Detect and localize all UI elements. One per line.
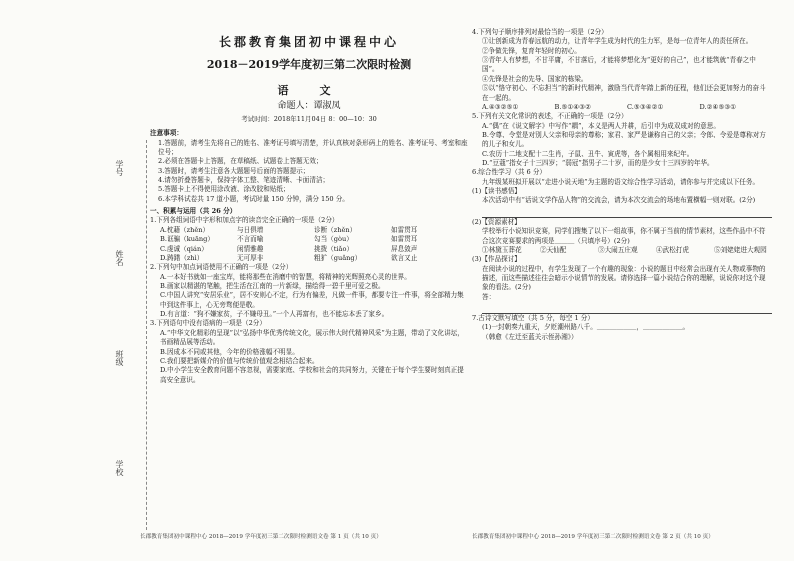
q7-item-1-source: （韩愈《左迁至蓝关示侄孙湘》） [482, 332, 578, 341]
q2-option-d: D.有言道：“狗不嫌家贫，子不嫌母丑。”一个人再富有，也不能忘本丢了家乡。 [160, 310, 389, 319]
q6-part1-title: (1)【读书感悟】 [472, 187, 521, 196]
question-4: 4.下列句子顺序排列对最恰当的一项是（2分） [472, 28, 608, 36]
exam-title: 2018－2019学年度初三第二次限时检测 [206, 58, 412, 72]
q5-option-b: B.令尊、令堂是对别人父亲和母亲的尊称；家君、家严是谦称自己的父亲；令郎、令爱是尊称对方的儿子和女儿。 [482, 130, 766, 149]
q1-option-a: A.枕藉（zhěn） 与日俱增 诊断（zhěn） 如雷贯耳 [160, 225, 418, 234]
setter: 命题人：谭淑凤 [277, 101, 341, 112]
section-heading: 一、积累与运用（共 26 分） [150, 207, 237, 216]
answer-line[interactable] [482, 207, 772, 218]
margin-label-school: 学校 [115, 460, 124, 476]
note-item: 6.本学科试卷共 17 道小题，考试时量 150 分钟，满分 150 分。 [158, 194, 349, 203]
q1-option-b: B.诓骗（kuāng） 不言而喻 勾当（gòu） 如雷贯耳 [160, 235, 418, 244]
q3-option-d: D.中小学生安全教育问题不容忽视，需要家庭、学校和社会的共同努力，关键在于每个学生要时刻真正提高安全意识。 [160, 366, 464, 384]
q6-part2-title: (2)【资源素材】 [472, 217, 521, 226]
q2-option-a: A.一本好书就如一座宝库，能将那些在消磨中的智慧，将精神的光辉照亮心灵的世界。 [160, 272, 411, 281]
q6-part2-options: ①林黛玉葬花 ②天仙配 ③大闹五庄观 ④武松打虎 ⑤刘姥姥进大观园 [482, 245, 767, 254]
q2-option-b: B.画家以精湛的笔触，把生活在江南的一片新绿，描绘得一碧千里可爱之极。 [160, 281, 385, 290]
page-footer-left: 长郡教育集团初中课程中心 2018—2019 学年度初三第二次限时检测语文卷 第 1 页（共 10 页） [140, 534, 382, 541]
note-item: 3.答题时，请考生注意各大题题号后面的答题提示； [158, 166, 310, 175]
page-right [472, 28, 772, 548]
q5-option-a: A.“偶”在《说文解字》中写作“耦”，本义是两人并耕，后引申为成双成对的意思。 [482, 121, 720, 130]
q6-part3-text: 在阅读小说的过程中，有学生发现了一个有趣的现象：小说的题目中经常会出现有关人物或事物的描述，而这些描述往往会暗示小说情节的发展。请你选择一篇小说结合你的理解，说说你对这个现象的看法。(2分) [482, 264, 766, 292]
margin-label-name: 姓名 [115, 250, 124, 266]
q4-line: ⑤以“恪守初心、不忘担当”的新时代精神，激励当代青年踏上新的征程，他们还会更加努力的奋斗在一起的。 [482, 84, 766, 102]
question-3: 3.下列语句中没有语病的一项是（2分） [150, 319, 266, 328]
answer-label: 答： [482, 292, 496, 301]
answer-line[interactable] [482, 303, 772, 314]
question-6: 6.综合性学习（共 6 分） [472, 168, 547, 177]
note-item: 5.答题卡上不得使用涂改液、涂改胶和贴纸； [158, 185, 290, 194]
note-item: 4.请勿折叠答题卡，保持字体工整、笔迹清晰、卡面清洁； [158, 176, 330, 185]
binding-margin [108, 160, 140, 560]
exam-time: 考试时间：2018年11月04日 8：00—10：30 [241, 115, 377, 124]
question-2: 2.下列句中加点词语使用不正确的一项是（2分） [150, 263, 293, 272]
question-5: 5.下列有关文化常识的表述，不正确的一项是（2分） [472, 112, 628, 121]
q3-option-b: B.因成本不同或其他，今年的价格涨幅不明显。 [160, 347, 299, 356]
page-footer-right: 长郡教育集团初中课程中心 2018—2019 学年度初三第二次限时检测语文卷 第 2 页（共 10 页） [472, 534, 714, 541]
q6-part3-title: (3)【作品探讨】 [472, 255, 521, 264]
q6-part1-text: 本次活动中有“话说文学作品人物”的交流会，请为本次交流会的场地布置横幅一则对联。(2分) [482, 196, 756, 205]
q4-options: A.④③②⑤① B.⑤①④③② C.⑤③④②① D.②④⑤③① [482, 102, 737, 111]
q7-item-1: (1)一封朝奏九重天，夕贬潮州路八千。＿＿＿＿＿＿，＿＿＿＿＿＿。 [482, 323, 690, 332]
note-item: 1.答题前，请考生先将自己的姓名、准考证号填写清楚，并认真核对条形码上的姓名、准考证号、考室和座位号； [158, 138, 468, 156]
q5-option-c: C.农历十二地支配十二生肖，子鼠、丑牛、寅虎等，各个属相用来纪年。 [482, 149, 694, 158]
q5-option-d: D.“豆蔻”指女子十三四岁；“弱冠”指男子二十岁，而的是少女十三四岁的年华。 [482, 159, 714, 168]
q3-option-a: A.“中华文化精彩的呈现”以“弘扬中华优秀传统文化，展示伟大时代精神风采”为主题，带动了文化讲坛，书画精品展等活动。 [160, 328, 464, 347]
notes-block [150, 129, 468, 204]
q4-line: ③青年人有梦想，不甘平庸，不甘落后，才能将梦想化为“更好的自己”，也才能筑就“青春之中国”。 [482, 56, 756, 74]
q4-line: ①让创新成为青春远航的动力，让青年学生成为时代的生力军，是每一位青年人的责任所在。 [482, 37, 753, 46]
q1-option-d: D.踌躇（zhì） 无可厚非 粗犷（guǎng） 欲言又止 [160, 253, 418, 262]
question-7: 7.古诗文默写填空（共 5 分，每空 1 分） [472, 314, 594, 323]
q6-part2-text: 学校举行小说知识竞赛，同学们搜集了以下一组故事，你不属于当前的情节素材，这些作品中不符合这次竞赛要求的两项是＿＿＿（只填序号）(2分) [482, 227, 766, 245]
binding-dash-line [146, 140, 147, 530]
org-title: 长郡教育集团初中课程中心 [218, 35, 399, 49]
q6-intro: 九年级某班拟开展以“走进小说天地”为主题的语文综合性学习活动，请你参与并完成以下任务。 [482, 177, 760, 186]
question-1: 1.下列各组词语中字形和加点字的读音完全正确的一项是（2分） [150, 216, 339, 225]
q2-option-c: C.中国人讲究“安居乐业”，居不安则心不定，行为有偏差，凡做一件事，都要专注一件事，将全部精力集中到这件事上，心无旁骛便是敬。 [160, 291, 464, 309]
q3-option-c: C.我们要把新媒介的价值与传统价值观念相结合起来。 [160, 356, 319, 365]
q1-option-c: C.虔诚（qián） 闲情雅趣 挑拨（tiǎo） 屏息敛声 [160, 244, 418, 253]
q4-line: ②争做先锋，复育年轻时的初心。 [482, 46, 581, 55]
page-left [140, 28, 468, 548]
note-item: 2.必须在答题卡上答题，在草稿纸、试题卷上答题无效； [158, 157, 323, 166]
notes-title: 注意事项： [150, 129, 183, 138]
subject-title: 语 文 [277, 83, 341, 97]
margin-label-student-no: 学号 [115, 160, 124, 176]
q4-line: ④先锋是社会的先导、国家的栋梁。 [482, 74, 588, 83]
margin-label-class: 班级 [115, 350, 124, 366]
